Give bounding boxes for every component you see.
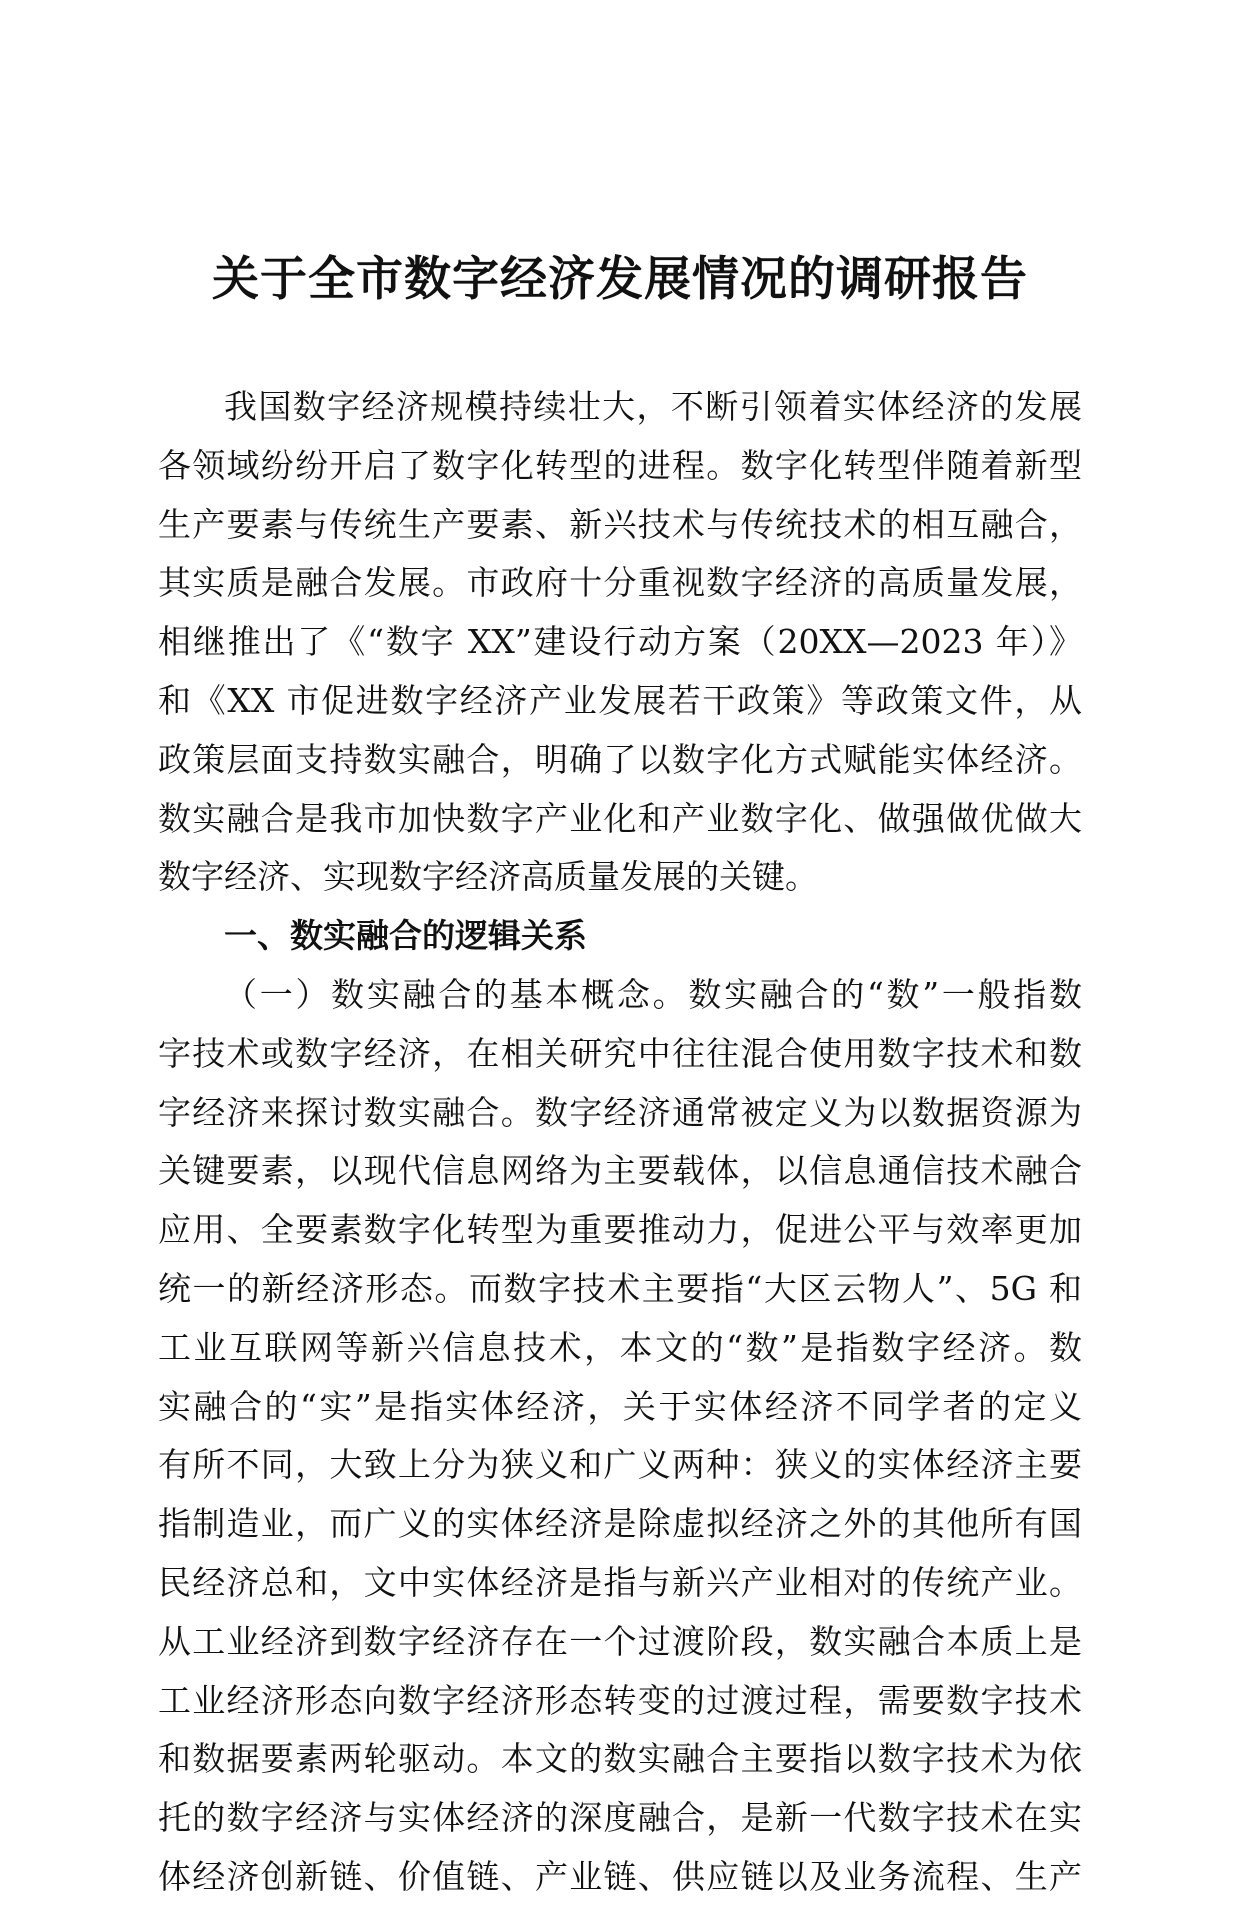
- paragraph-line: 关键要素，以现代信息网络为主要载体，以信息通信技术融合: [158, 1151, 1082, 1191]
- paragraph-line: 政策层面支持数实融合，明确了以数字化方式赋能实体经济。: [158, 739, 1082, 779]
- paragraph-line: 相继推出了《“数字 XX”建设行动方案（20XX—2023 年）》: [158, 622, 1082, 662]
- paragraph-line: 实融合的“实”是指实体经济，关于实体经济不同学者的定义: [158, 1386, 1082, 1426]
- paragraph-line: （一）数实融合的基本概念。数实融合的“数”一般指数: [224, 974, 1082, 1014]
- paragraph-line: 各领域纷纷开启了数字化转型的进程。数字化转型伴随着新型: [158, 445, 1082, 485]
- paragraph-line: 字技术或数字经济，在相关研究中往往混合使用数字技术和数: [158, 1033, 1082, 1073]
- paragraph-line: 体经济创新链、价值链、产业链、供应链以及业务流程、生产: [158, 1856, 1082, 1896]
- section-heading: 一、数实融合的逻辑关系: [224, 916, 587, 956]
- paragraph-line: 统一的新经济形态。而数字技术主要指“大区云物人”、5G 和: [158, 1268, 1082, 1308]
- paragraph-line: 指制造业，而广义的实体经济是除虚拟经济之外的其他所有国: [158, 1504, 1082, 1544]
- paragraph-line: 数实融合是我市加快数字产业化和产业数字化、做强做优做大: [158, 798, 1082, 838]
- paragraph-line: 民经济总和，文中实体经济是指与新兴产业相对的传统产业。: [158, 1562, 1082, 1602]
- paragraph-line: 其实质是融合发展。市政府十分重视数字经济的高质量发展，: [158, 563, 1082, 603]
- paragraph-line: 我国数字经济规模持续壮大，不断引领着实体经济的发展: [224, 387, 1082, 426]
- paragraph-line: 数字经济、实现数字经济高质量发展的关键。: [158, 857, 818, 897]
- paragraph-concept: [158, 966, 1082, 1907]
- paragraph-line: 应用、全要素数字化转型为重要推动力，促进公平与效率更加: [158, 1210, 1082, 1250]
- document-title: 关于全市数字经济发展情况的调研报告: [212, 252, 1028, 307]
- paragraph-line: 字经济来探讨数实融合。数字经济通常被定义为以数据资源为: [158, 1092, 1082, 1132]
- paragraph-line: 和《XX 市促进数字经济产业发展若干政策》等政策文件，从: [158, 680, 1082, 720]
- paragraph-line: 和数据要素两轮驱动。本文的数实融合主要指以数字技术为依: [158, 1739, 1082, 1779]
- paragraph-line: 工业经济形态向数字经济形态转变的过渡过程，需要数字技术: [158, 1680, 1082, 1720]
- paragraph-line: 工业互联网等新兴信息技术，本文的“数”是指数字经济。数: [158, 1327, 1082, 1367]
- document-body: [158, 378, 1082, 1907]
- paragraph-line: 托的数字经济与实体经济的深度融合，是新一代数字技术在实: [158, 1798, 1082, 1838]
- paragraph-line: 有所不同，大致上分为狭义和广义两种：狭义的实体经济主要: [158, 1445, 1082, 1485]
- paragraph-intro: [158, 378, 1082, 907]
- paragraph-line: 从工业经济到数字经济存在一个过渡阶段，数实融合本质上是: [158, 1621, 1082, 1661]
- paragraph-line: 生产要素与传统生产要素、新兴技术与传统技术的相互融合，: [158, 504, 1082, 544]
